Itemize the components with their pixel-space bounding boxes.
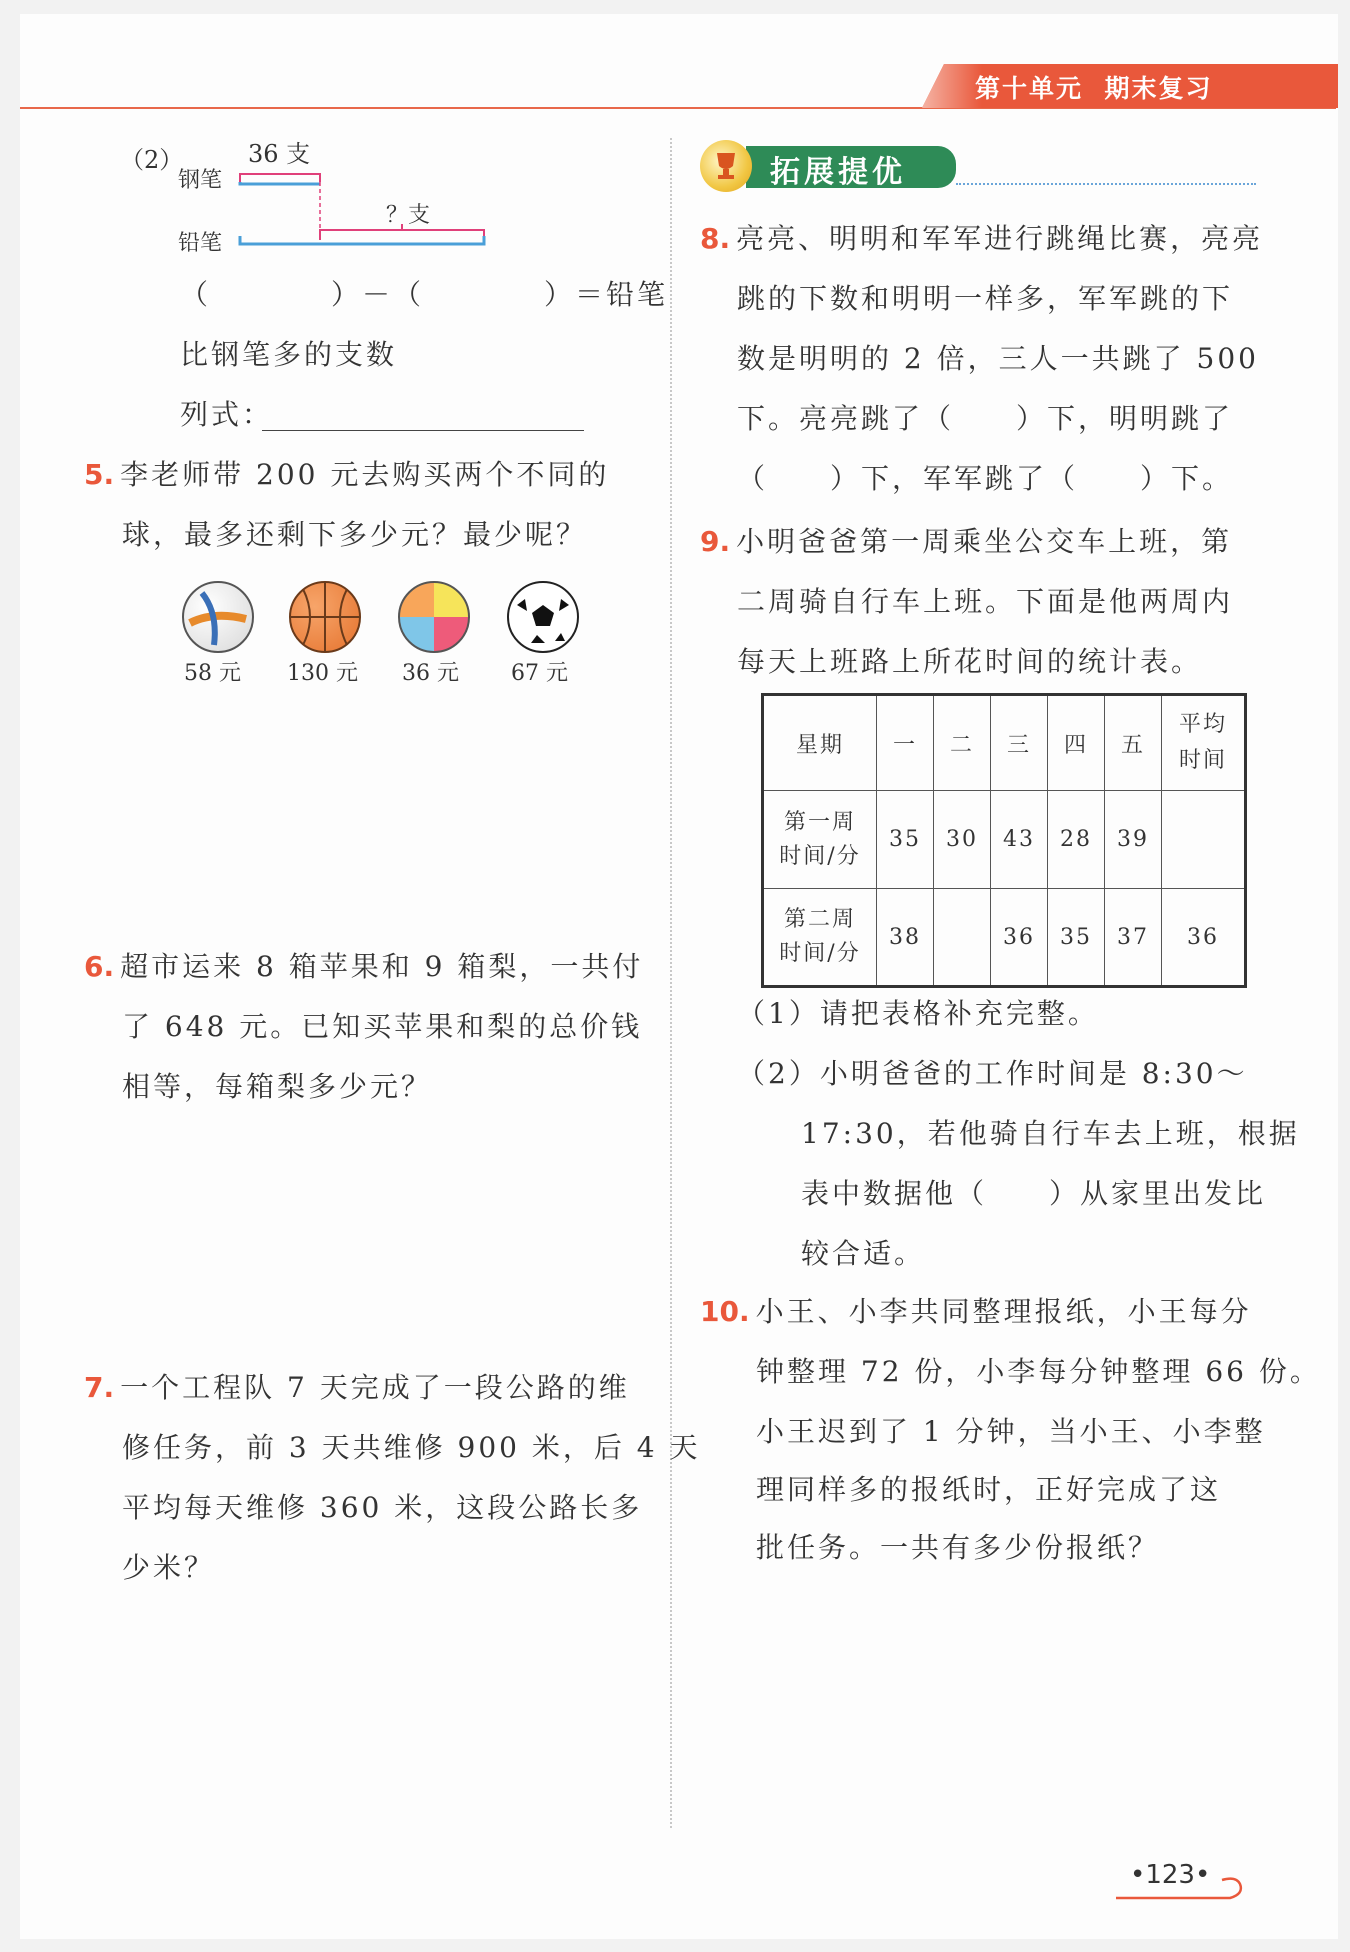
pen-label: 钢笔 bbox=[178, 168, 223, 193]
table-cell: 38 bbox=[877, 889, 934, 987]
q6-line1: 6. 超市运来 8 箱苹果和 9 箱梨，一共付 bbox=[84, 950, 644, 983]
q9-line1: 9. 小明爸爸第一周乘坐公交车上班，第 bbox=[700, 525, 1233, 558]
q6-number: 6. bbox=[84, 950, 115, 983]
q5-number: 5. bbox=[84, 458, 115, 491]
q9-sub2-line4: 较合适。 bbox=[801, 1237, 926, 1270]
table-row bbox=[763, 889, 1246, 987]
q9-sub2-line3: 表中数据他（ ）从家里出发比 bbox=[801, 1177, 1267, 1210]
table-cell: 36 bbox=[991, 889, 1048, 987]
q4-equation-line1: （ ）－（ ）＝铅笔 bbox=[180, 278, 669, 311]
q7-line4: 少米？ bbox=[122, 1551, 216, 1584]
q9-line2: 二周骑自行车上班。下面是他两周内 bbox=[737, 585, 1234, 618]
header-section: 期末复习 bbox=[1104, 74, 1213, 103]
q6-line2: 了 648 元。已知买苹果和梨的总价钱 bbox=[122, 1010, 643, 1043]
q8-line5: （ ）下，军军跳了（ ）下。 bbox=[737, 462, 1234, 495]
q10-line3: 小王迟到了 1 分钟，当小王、小李整 bbox=[756, 1415, 1266, 1448]
table-header-cell: 三 bbox=[991, 695, 1048, 791]
banner-dotted-rule bbox=[956, 183, 1256, 185]
formula-answer-line[interactable] bbox=[262, 430, 584, 431]
q10-number: 10. bbox=[700, 1295, 750, 1328]
q4-equation-line2: 比钢笔多的支数 bbox=[180, 338, 398, 371]
soccer-ball-price: 67 元 bbox=[511, 661, 568, 686]
q10-line5: 批任务。一共有多少份报纸？ bbox=[756, 1531, 1160, 1564]
soccer-ball-icon bbox=[507, 581, 579, 653]
q8-line1: 8. 亮亮、明明和军军进行跳绳比赛，亮亮 bbox=[700, 222, 1264, 255]
table-header-cell: 一 bbox=[877, 695, 934, 791]
column-divider bbox=[670, 138, 672, 1828]
q7-number: 7. bbox=[84, 1371, 115, 1404]
section-banner-title: 拓展提优 bbox=[770, 155, 906, 190]
header-title bbox=[975, 69, 1212, 105]
q4-formula-label: 列式： bbox=[180, 398, 274, 431]
table-header-row bbox=[763, 695, 1246, 791]
table-cell: 35 bbox=[1048, 889, 1105, 987]
q7-line3: 平均每天维修 360 米，这段公路长多 bbox=[122, 1491, 643, 1524]
table-header-cell: 四 bbox=[1048, 695, 1105, 791]
table-cell: 37 bbox=[1105, 889, 1162, 987]
pen-quantity-label: 36 支 bbox=[248, 140, 311, 168]
table-cell: 28 bbox=[1048, 791, 1105, 889]
q10-line4: 理同样多的报纸时，正好完成了这 bbox=[756, 1473, 1222, 1506]
beach-ball-price: 36 元 bbox=[402, 661, 459, 686]
page-number: •123• bbox=[1130, 1860, 1211, 1890]
q9-sub2-line2: 17:30，若他骑自行车去上班，根据 bbox=[801, 1117, 1300, 1150]
table-cell-blank[interactable] bbox=[934, 889, 991, 987]
commute-time-table bbox=[761, 693, 1247, 988]
q8-line4: 下。亮亮跳了（ ）下，明明跳了 bbox=[737, 402, 1234, 435]
table-cell: 30 bbox=[934, 791, 991, 889]
q10-line2: 钟整理 72 份，小李每分钟整理 66 份。 bbox=[756, 1355, 1321, 1388]
q8-line3: 数是明明的 2 倍，三人一共跳了 500 bbox=[737, 342, 1259, 375]
q4-part-label: （2） bbox=[120, 146, 184, 174]
beach-ball-icon bbox=[398, 581, 470, 653]
q8-number: 8. bbox=[700, 222, 731, 255]
page-number-swoosh bbox=[1112, 1870, 1252, 1906]
table-cell: 35 bbox=[877, 791, 934, 889]
pencil-label: 铅笔 bbox=[178, 231, 223, 256]
header-unit: 第十单元 bbox=[975, 74, 1084, 103]
table-cell: 43 bbox=[991, 791, 1048, 889]
trophy-icon bbox=[700, 140, 752, 192]
table-cell: 39 bbox=[1105, 791, 1162, 889]
basketball-price: 130 元 bbox=[287, 661, 358, 686]
q9-sub2-line1: （2）小明爸爸的工作时间是 8:30～ bbox=[737, 1057, 1248, 1090]
table-row bbox=[763, 791, 1246, 889]
pencil-extra-label: ？支 bbox=[386, 203, 431, 228]
q5-line1: 5. 李老师带 200 元去购买两个不同的 bbox=[84, 458, 610, 491]
table-header-cell: 五 bbox=[1105, 695, 1162, 791]
q9-sub1: （1）请把表格补充完整。 bbox=[737, 997, 1099, 1030]
table-row-label: 第二周时间/分 bbox=[763, 889, 877, 987]
table-row-label: 第一周时间/分 bbox=[763, 791, 877, 889]
q10-line1: 10. 小王、小李共同整理报纸，小王每分 bbox=[700, 1295, 1252, 1328]
table-cell: 36 bbox=[1162, 889, 1246, 987]
line-segment-diagram bbox=[230, 150, 490, 250]
q9-line3: 每天上班路上所花时间的统计表。 bbox=[737, 645, 1203, 678]
table-header-cell: 星期 bbox=[763, 695, 877, 791]
basketball-icon bbox=[289, 581, 361, 653]
table-header-cell: 二 bbox=[934, 695, 991, 791]
table-header-cell: 平均时间 bbox=[1162, 695, 1246, 791]
q7-line1: 7. 一个工程队 7 天完成了一段公路的维 bbox=[84, 1371, 630, 1404]
q7-line2: 修任务，前 3 天共维修 900 米，后 4 天 bbox=[122, 1431, 701, 1464]
q6-line3: 相等，每箱梨多少元？ bbox=[122, 1070, 433, 1103]
volleyball-icon bbox=[182, 581, 254, 653]
volleyball-price: 58 元 bbox=[184, 661, 241, 686]
q9-number: 9. bbox=[700, 525, 731, 558]
q8-line2: 跳的下数和明明一样多，军军跳的下 bbox=[737, 282, 1234, 315]
table-cell-blank[interactable] bbox=[1162, 791, 1246, 889]
q5-line2: 球，最多还剩下多少元？最少呢？ bbox=[122, 518, 588, 551]
